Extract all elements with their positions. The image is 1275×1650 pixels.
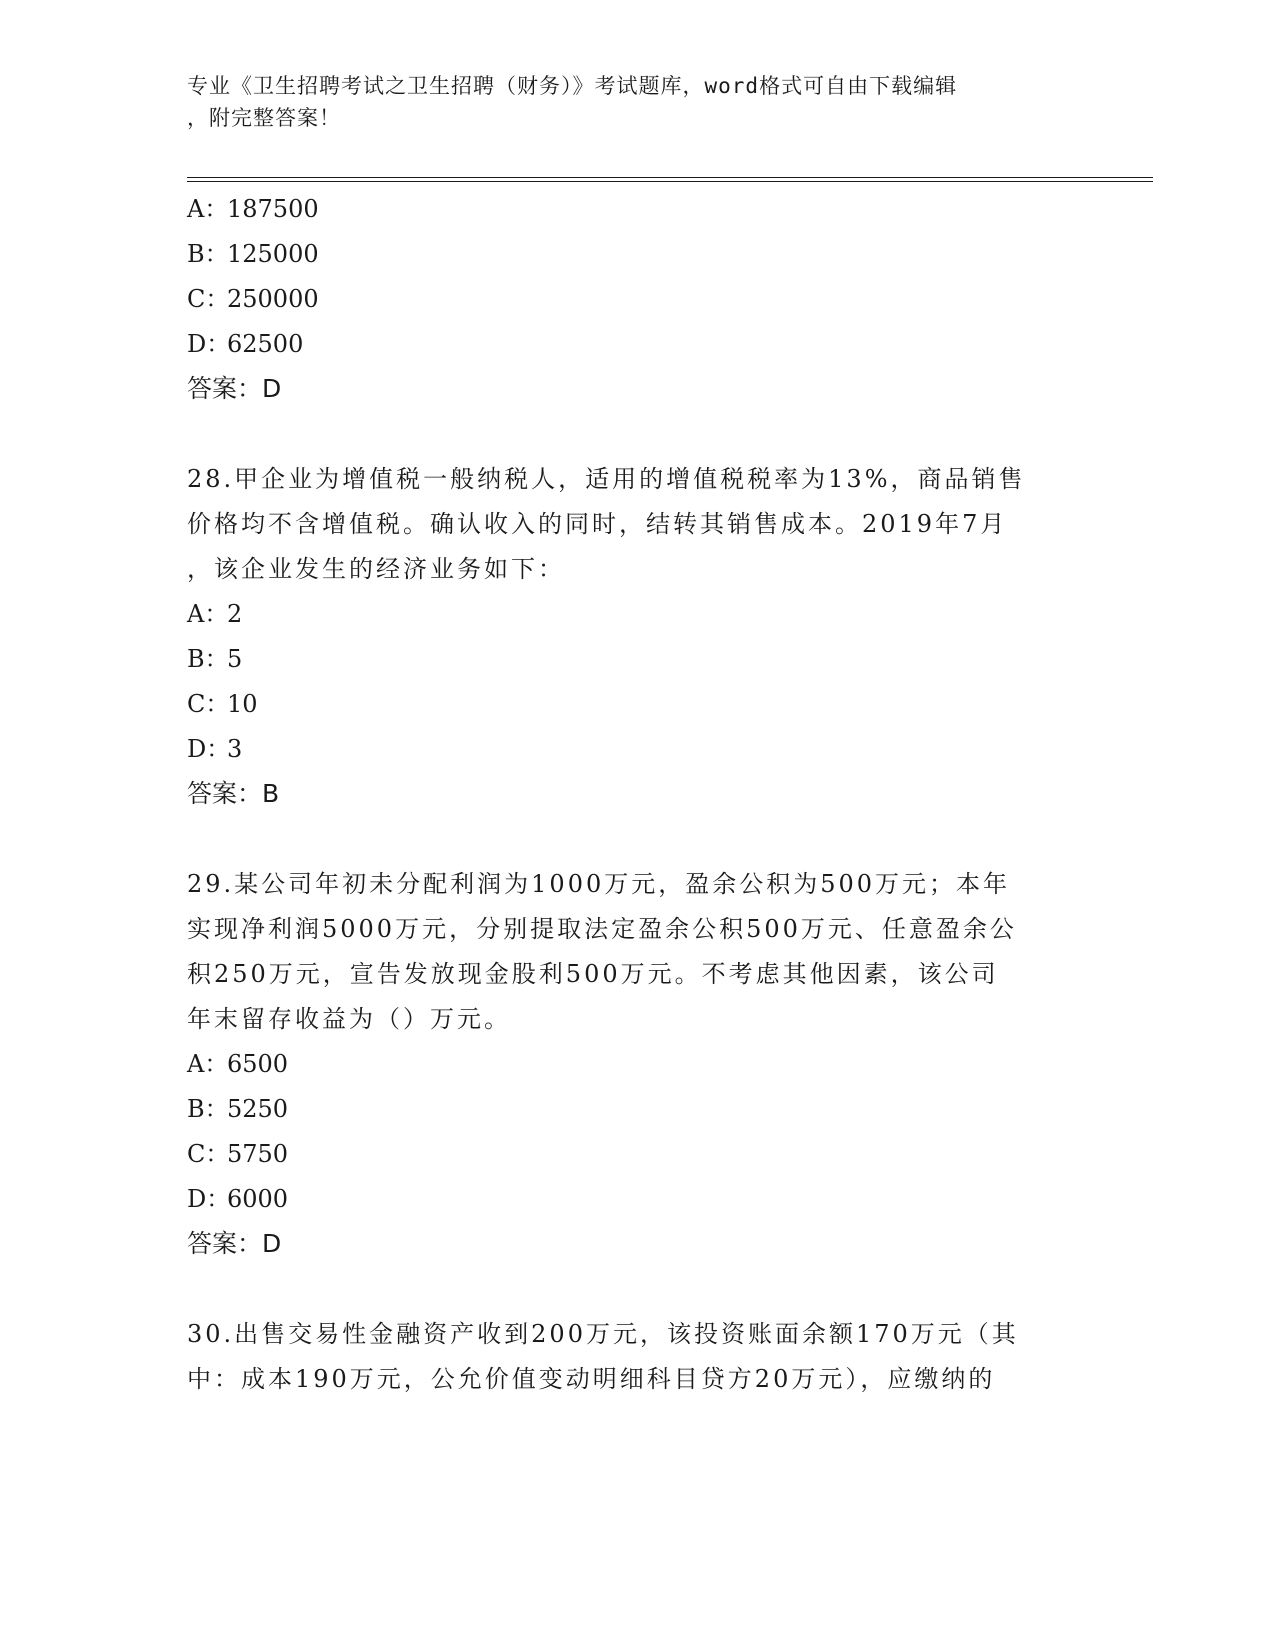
question-text-line: 实现净利润5000万元，分别提取法定盈余公积500万元、任意盈余公 [187,915,1017,943]
option-a: A：6500 [187,1050,289,1078]
option-c: C：5750 [187,1140,289,1168]
question-text-line: ，该企业发生的经济业务如下： [187,555,565,583]
header-line-1: 专业《卫生招聘考试之卫生招聘（财务）》考试题库，word格式可自由下载编辑 [187,74,958,98]
option-b: B：5250 [187,1095,289,1123]
option-d: D：3 [187,735,243,763]
question-text-line: 年末留存收益为（）万元。 [187,1005,511,1033]
option-d: D：62500 [187,330,304,358]
question-text-line: 中：成本190万元，公允价值变动明细科目贷方20万元），应缴纳的 [187,1365,996,1393]
option-d: D：6000 [187,1185,289,1213]
question-text-line: 价格均不含增值税。确认收入的同时，结转其销售成本。2019年7月 [187,510,1008,538]
question-text-line: 30.出售交易性金融资产收到200万元，该投资账面余额170万元（其 [187,1320,1019,1348]
question-text-line: 积250万元，宣告发放现金股利500万元。不考虑其他因素，该公司 [187,960,999,988]
answer: 答案：B [187,779,280,808]
option-b: B：125000 [187,240,319,268]
header-divider-top [187,177,1153,178]
option-c: C：10 [187,690,258,718]
answer: 答案：D [187,374,282,403]
option-a: A：187500 [187,195,319,223]
answer: 答案：D [187,1229,282,1258]
document-header [187,70,1067,134]
header-line-2: ，附完整答案！ [187,106,341,130]
header-divider-bottom [187,181,1153,182]
question-text-line: 28.甲企业为增值税一般纳税人，适用的增值税税率为13%，商品销售 [187,465,1026,493]
option-a: A：2 [187,600,243,628]
option-b: B：5 [187,645,243,673]
question-text-line: 29.某公司年初未分配利润为1000万元，盈余公积为500万元；本年 [187,870,1011,898]
option-c: C：250000 [187,285,319,313]
